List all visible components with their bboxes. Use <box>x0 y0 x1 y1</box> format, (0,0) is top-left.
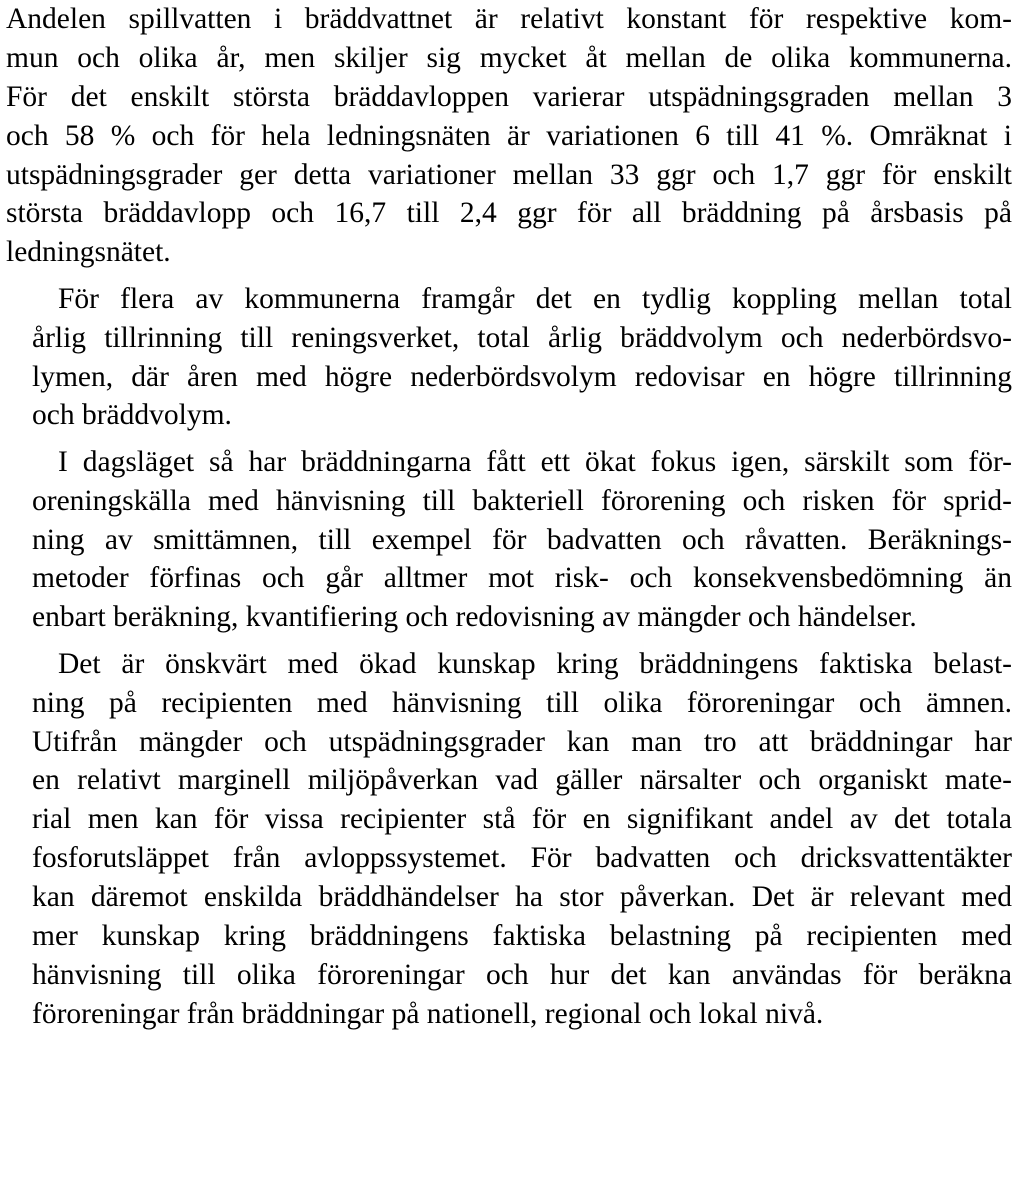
text-line: oreningskälla med hänvisning till bakteriell förorening och risken för sprid- <box>32 484 1012 517</box>
text-line: Utifrån mängder och utspädningsgrader kan man tro att bräddningar har <box>32 725 1012 758</box>
text-line: mer kunskap kring bräddningens faktiska belastning på recipienten med <box>32 919 1012 952</box>
paragraph-4 <box>6 645 1012 1034</box>
text-line: en relativt marginell miljöpåverkan vad gäller närsalter och organiskt mate- <box>32 764 1012 797</box>
text-line: och 58 % och för hela ledningsnäten är variationen 6 till 41 %. Omräknat i <box>6 119 1012 152</box>
text-line: hänvisning till olika föroreningar och hur det kan användas för beräkna <box>32 958 1012 991</box>
document-page <box>6 0 1012 1041</box>
text-line: enbart beräkning, kvantifiering och redovisning av mängder och händelser. <box>32 601 917 634</box>
text-line: kan däremot enskilda bräddhändelser ha stor påverkan. Det är relevant med <box>32 881 1012 914</box>
paragraph-3 <box>6 443 1012 637</box>
text-line: ning på recipienten med hänvisning till olika föroreningar och ämnen. <box>32 686 1012 719</box>
text-line: och bräddvolym. <box>32 399 232 432</box>
text-line: För det enskilt största bräddavloppen varierar utspädningsgraden mellan 3 <box>6 80 1012 113</box>
text-line: För flera av kommunerna framgår det en tydlig koppling mellan total <box>58 282 1012 315</box>
text-line: mun och olika år, men skiljer sig mycket åt mellan de olika kommunerna. <box>6 41 1012 74</box>
text-line: lymen, där åren med högre nederbördsvolym redovisar en högre tillrinning <box>32 360 1012 393</box>
text-line: I dagsläget så har bräddningarna fått ett ökat fokus igen, särskilt som för- <box>58 445 1012 478</box>
text-line: metoder förfinas och går alltmer mot risk- och konsekvensbedömning än <box>32 562 1012 595</box>
text-line: Det är önskvärt med ökad kunskap kring bräddningens faktiska belast- <box>58 647 1012 680</box>
text-line: ning av smittämnen, till exempel för badvatten och råvatten. Beräknings- <box>32 523 1012 556</box>
text-line: rial men kan för vissa recipienter stå för en signifikant andel av det totala <box>32 803 1012 836</box>
text-line: årlig tillrinning till reningsverket, total årlig bräddvolym och nederbördsvo- <box>32 321 1012 354</box>
text-line: fosforutsläppet från avloppssystemet. För badvatten och dricksvattentäkter <box>32 842 1012 875</box>
paragraph-1 <box>6 0 1012 272</box>
paragraph-2 <box>6 280 1012 436</box>
text-line: föroreningar från bräddningar på nationell, regional och lokal nivå. <box>32 997 824 1030</box>
text-line: Andelen spillvatten i bräddvattnet är relativt konstant för respektive kom- <box>6 3 1012 35</box>
text-line: största bräddavlopp och 16,7 till 2,4 ggr för all bräddning på årsbasis på <box>6 197 1012 230</box>
text-line: ledningsnätet. <box>6 236 171 269</box>
text-line: utspädningsgrader ger detta variationer mellan 33 ggr och 1,7 ggr för enskilt <box>6 158 1012 191</box>
